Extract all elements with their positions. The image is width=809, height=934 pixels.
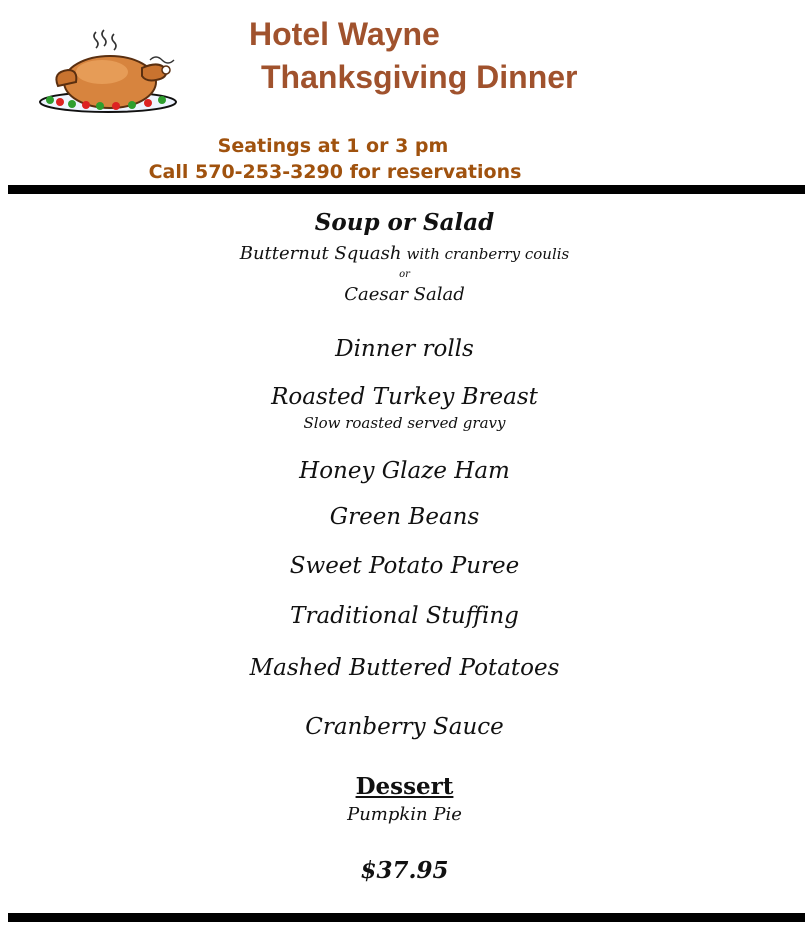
or-separator: or bbox=[399, 269, 410, 280]
ham-item: Honey Glaze Ham bbox=[299, 458, 510, 484]
seatings-info: Seatings at 1 or 3 pm bbox=[217, 135, 449, 157]
turkey-item: Roasted Turkey Breast bbox=[271, 384, 538, 410]
stuffing-item: Traditional Stuffing bbox=[290, 603, 519, 629]
soup-salad-heading: Soup or Salad bbox=[314, 209, 495, 236]
beans-item: Green Beans bbox=[329, 504, 480, 530]
reservations-info: Call 570-253-3290 for reservations bbox=[148, 161, 522, 183]
hotel-name-title: Hotel Wayne bbox=[249, 16, 440, 52]
salad-item: Caesar Salad bbox=[344, 284, 465, 305]
price: $37.95 bbox=[360, 857, 449, 884]
bottom-divider bbox=[8, 913, 805, 922]
turkey-detail: Slow roasted served gravy bbox=[303, 414, 506, 432]
dessert-item: Pumpkin Pie bbox=[347, 804, 462, 825]
roast-turkey-icon bbox=[38, 26, 178, 120]
sweet-potato-item: Sweet Potato Puree bbox=[289, 553, 520, 579]
event-title: Thanksgiving Dinner bbox=[261, 59, 578, 95]
soup-line bbox=[0, 242, 809, 266]
dessert-heading: Dessert bbox=[355, 773, 454, 800]
top-divider bbox=[8, 185, 805, 194]
soup-item: Butternut Squash bbox=[239, 243, 402, 264]
rolls-item: Dinner rolls bbox=[335, 336, 474, 362]
soup-detail: with cranberry coulis bbox=[406, 245, 570, 263]
potatoes-item: Mashed Buttered Potatoes bbox=[249, 655, 560, 681]
cranberry-item: Cranberry Sauce bbox=[305, 714, 504, 740]
